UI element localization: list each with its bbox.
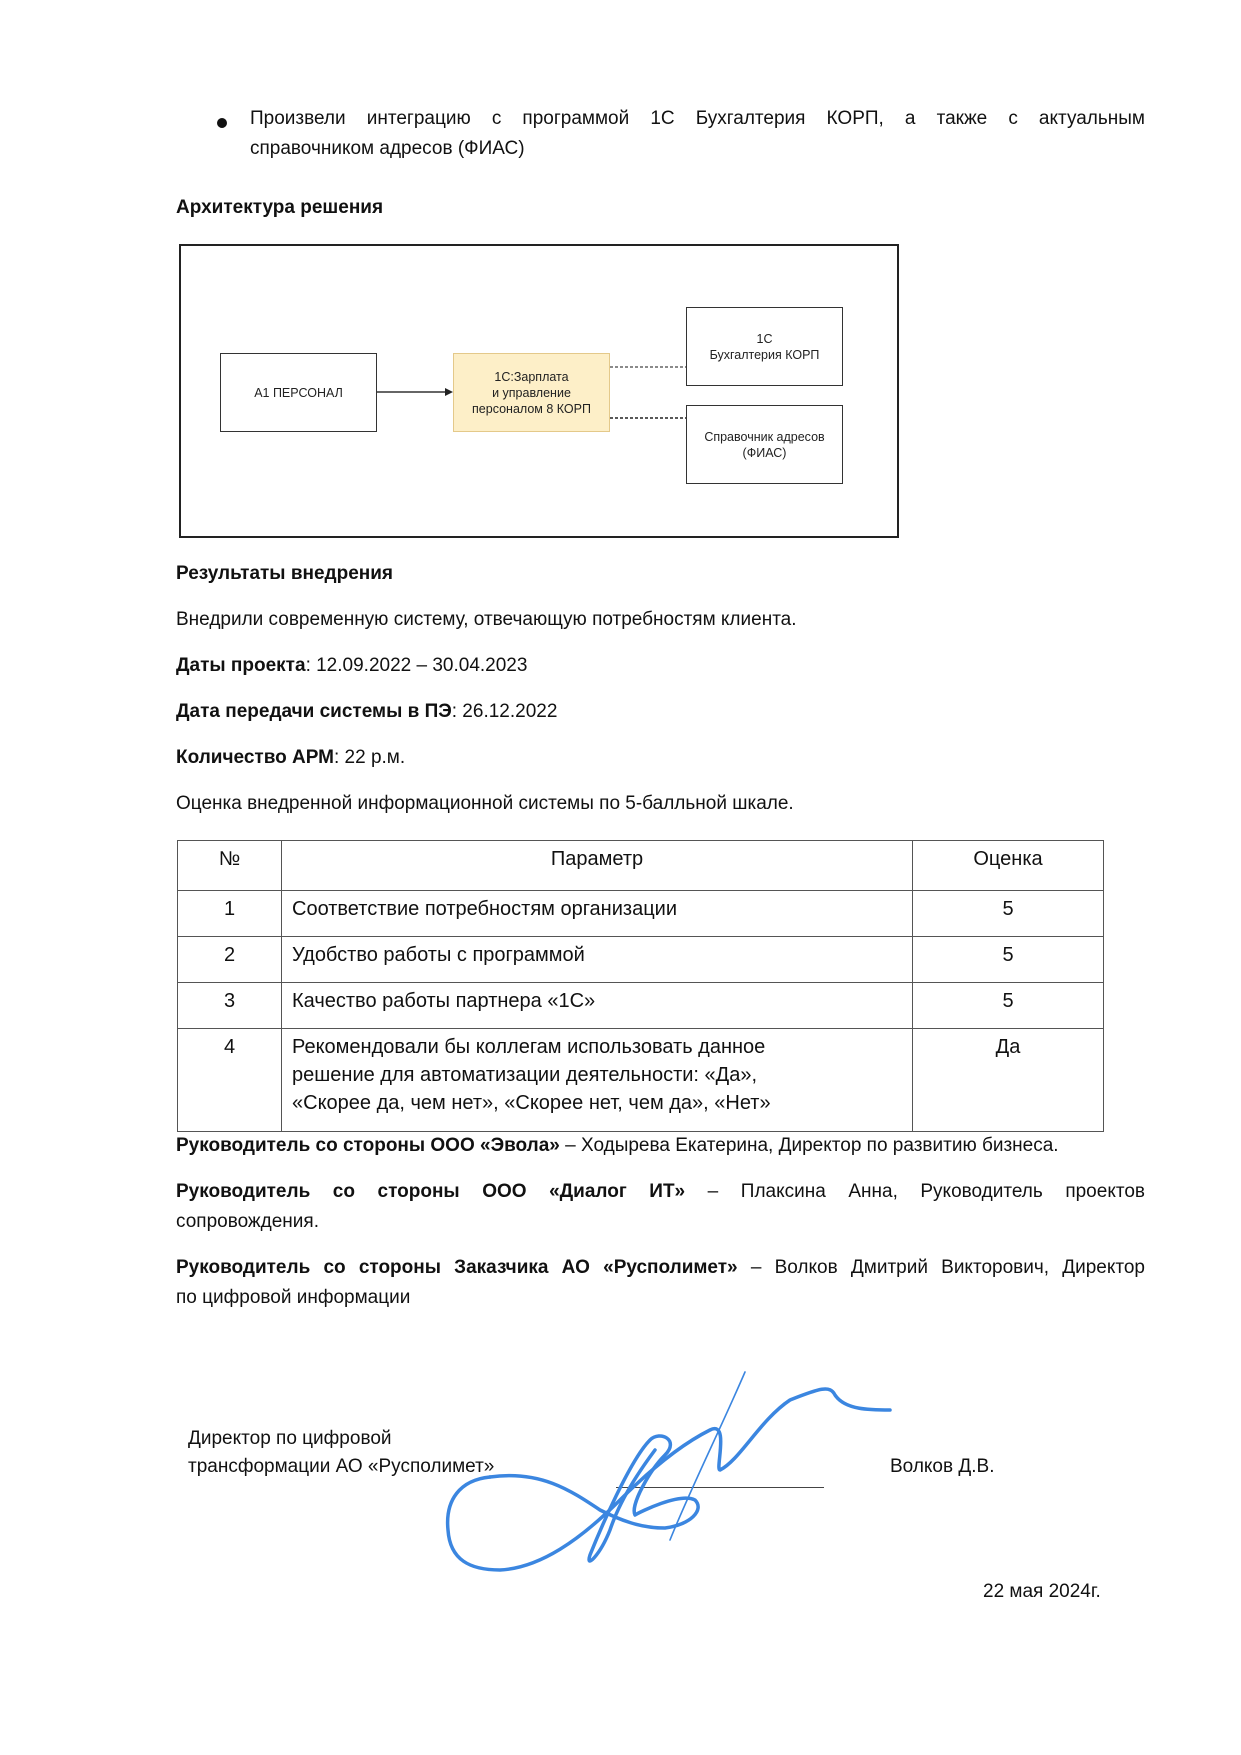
box-a1-label: А1 ПЕРСОНАЛ (254, 385, 343, 400)
row-parameter-line1: Рекомендовали бы коллегам использовать данное (292, 1036, 766, 1058)
handover-date-label: Дата передачи системы в ПЭ (176, 701, 452, 722)
leader-customer-line2: по цифровой информации (176, 1287, 411, 1308)
project-dates-label: Даты проекта (176, 655, 306, 676)
box-accounting-line2: Бухгалтерия КОРП (709, 347, 820, 362)
row-number: 4 (178, 1029, 282, 1132)
arm-count-value: : 22 р.м. (333, 747, 406, 768)
handover-date-value: : 26.12.2022 (451, 701, 558, 722)
arm-count-label: Количество АРМ (176, 747, 334, 768)
leader-dialog-line2: сопровождения. (176, 1211, 319, 1232)
box-zup-line2: и управление (492, 385, 571, 400)
signatory-position-line1: Директор по цифровой (188, 1428, 392, 1449)
project-dates-value: : 12.09.2022 – 30.04.2023 (305, 655, 528, 676)
row-parameter-line2: решение для автоматизации деятельности: «Да», (292, 1064, 758, 1086)
leader-dialog-label: Руководитель со стороны ООО «Диалог ИТ» (176, 1181, 686, 1202)
bullet-text-line1: Произвели интеграцию с программой 1С Бухгалтерия КОРП, а также с актуальным (250, 108, 1145, 129)
leader-dialog-value: – Плаксина Анна, Руководитель проектов (685, 1181, 1145, 1202)
row-parameter: Качество работы партнера «1С» (282, 983, 913, 1029)
row-score: Да (913, 1029, 1104, 1132)
bullet-text-line2: справочником адресов (ФИАС) (250, 138, 525, 159)
row-parameter: Удобство работы с программой (282, 937, 913, 983)
leader-customer-label: Руководитель со стороны Заказчика АО «Русполимет» (176, 1257, 738, 1278)
row-number: 3 (178, 983, 282, 1029)
row-number: 2 (178, 937, 282, 983)
header-score: Оценка (913, 841, 1104, 891)
leader-evola-value: – Ходырева Екатерина, Директор по развитию бизнеса. (559, 1135, 1059, 1156)
box-zup-line3: персоналом 8 КОРП (472, 401, 591, 416)
results-heading: Результаты внедрения (176, 563, 394, 584)
row-parameter: Соответствие потребностям организации (282, 891, 913, 937)
leader-evola-label: Руководитель со стороны ООО «Эвола» (176, 1135, 560, 1156)
row-score: 5 (913, 937, 1104, 983)
row-parameter-line3: «Скорее да, чем нет», «Скорее нет, чем да», «Нет» (292, 1092, 771, 1114)
header-number: № (178, 841, 282, 891)
box-zup-line1: 1С:Зарплата (494, 369, 569, 384)
box-accounting-line1: 1С (756, 331, 773, 346)
box-fias-line2: (ФИАС) (742, 445, 787, 460)
row-score: 5 (913, 891, 1104, 937)
signatory-name: Волков Д.В. (890, 1456, 995, 1477)
box-fias-line1: Справочник адресов (704, 429, 825, 444)
leader-customer-value: – Волков Дмитрий Викторович, Директор (737, 1257, 1145, 1278)
signatory-position-line2: трансформации АО «Русполимет» (188, 1456, 495, 1477)
rating-intro: Оценка внедренной информационной системы по 5-балльной шкале. (176, 793, 794, 814)
results-summary: Внедрили современную систему, отвечающую потребностям клиента. (176, 609, 797, 630)
architecture-heading: Архитектура решения (176, 197, 384, 218)
header-parameter: Параметр (282, 841, 913, 891)
row-score: 5 (913, 983, 1104, 1029)
row-number: 1 (178, 891, 282, 937)
signature-date: 22 мая 2024г. (983, 1581, 1101, 1602)
